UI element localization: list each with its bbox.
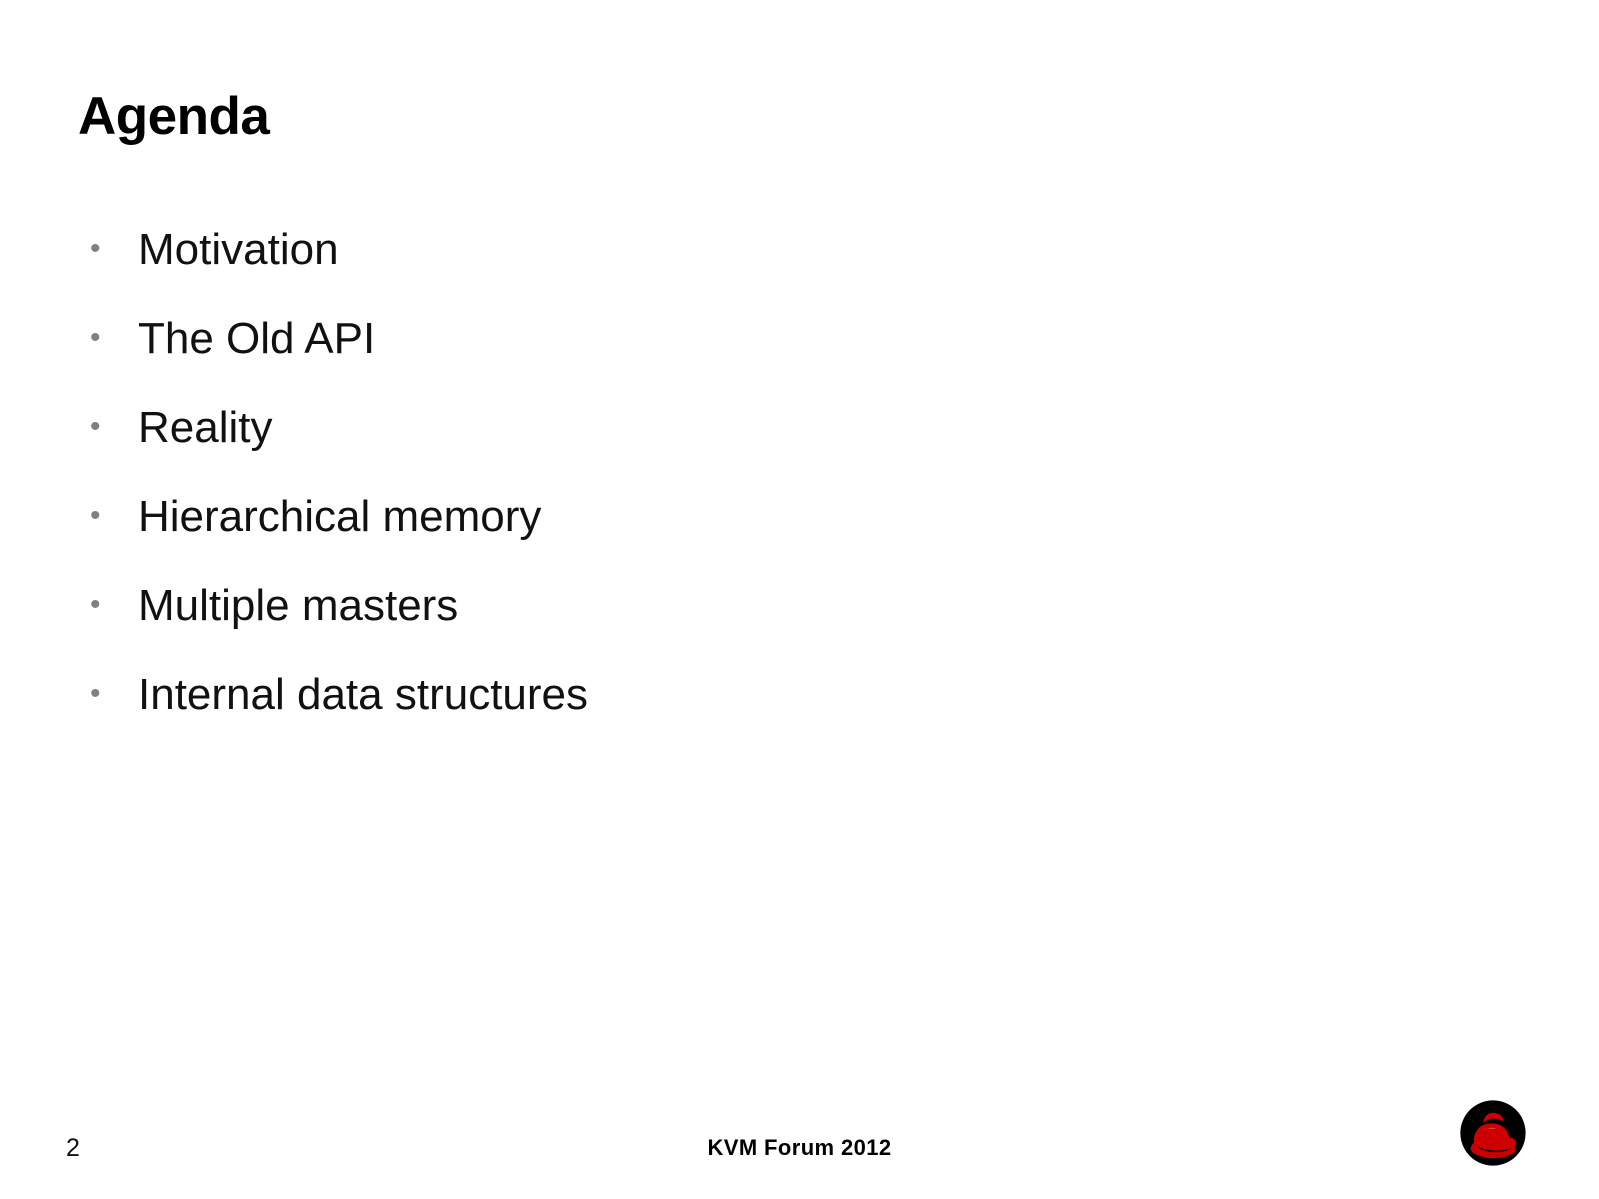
bullet-icon: • — [90, 410, 101, 443]
list-item-label: Motivation — [138, 225, 339, 274]
bullet-icon: • — [90, 499, 101, 532]
page-title: Agenda — [78, 87, 270, 146]
list-item — [90, 225, 1290, 317]
bullet-icon: • — [90, 588, 101, 621]
list-item — [90, 492, 1290, 584]
agenda-list — [90, 225, 1290, 762]
page-number: 2 — [66, 1134, 80, 1162]
list-item-label: The Old API — [138, 314, 376, 363]
list-item-label: Internal data structures — [138, 670, 589, 719]
list-item-label: Multiple masters — [138, 581, 459, 630]
bullet-icon: • — [90, 232, 101, 265]
bullet-icon: • — [90, 677, 101, 710]
list-item-label: Reality — [138, 403, 273, 452]
red-hat-logo — [1445, 1085, 1541, 1181]
bullet-icon: • — [90, 321, 101, 354]
footer-text: KVM Forum 2012 — [707, 1135, 892, 1160]
list-item — [90, 670, 1290, 762]
list-item — [90, 314, 1290, 406]
list-item — [90, 581, 1290, 673]
list-item — [90, 403, 1290, 495]
list-item-label: Hierarchical memory — [138, 492, 542, 541]
